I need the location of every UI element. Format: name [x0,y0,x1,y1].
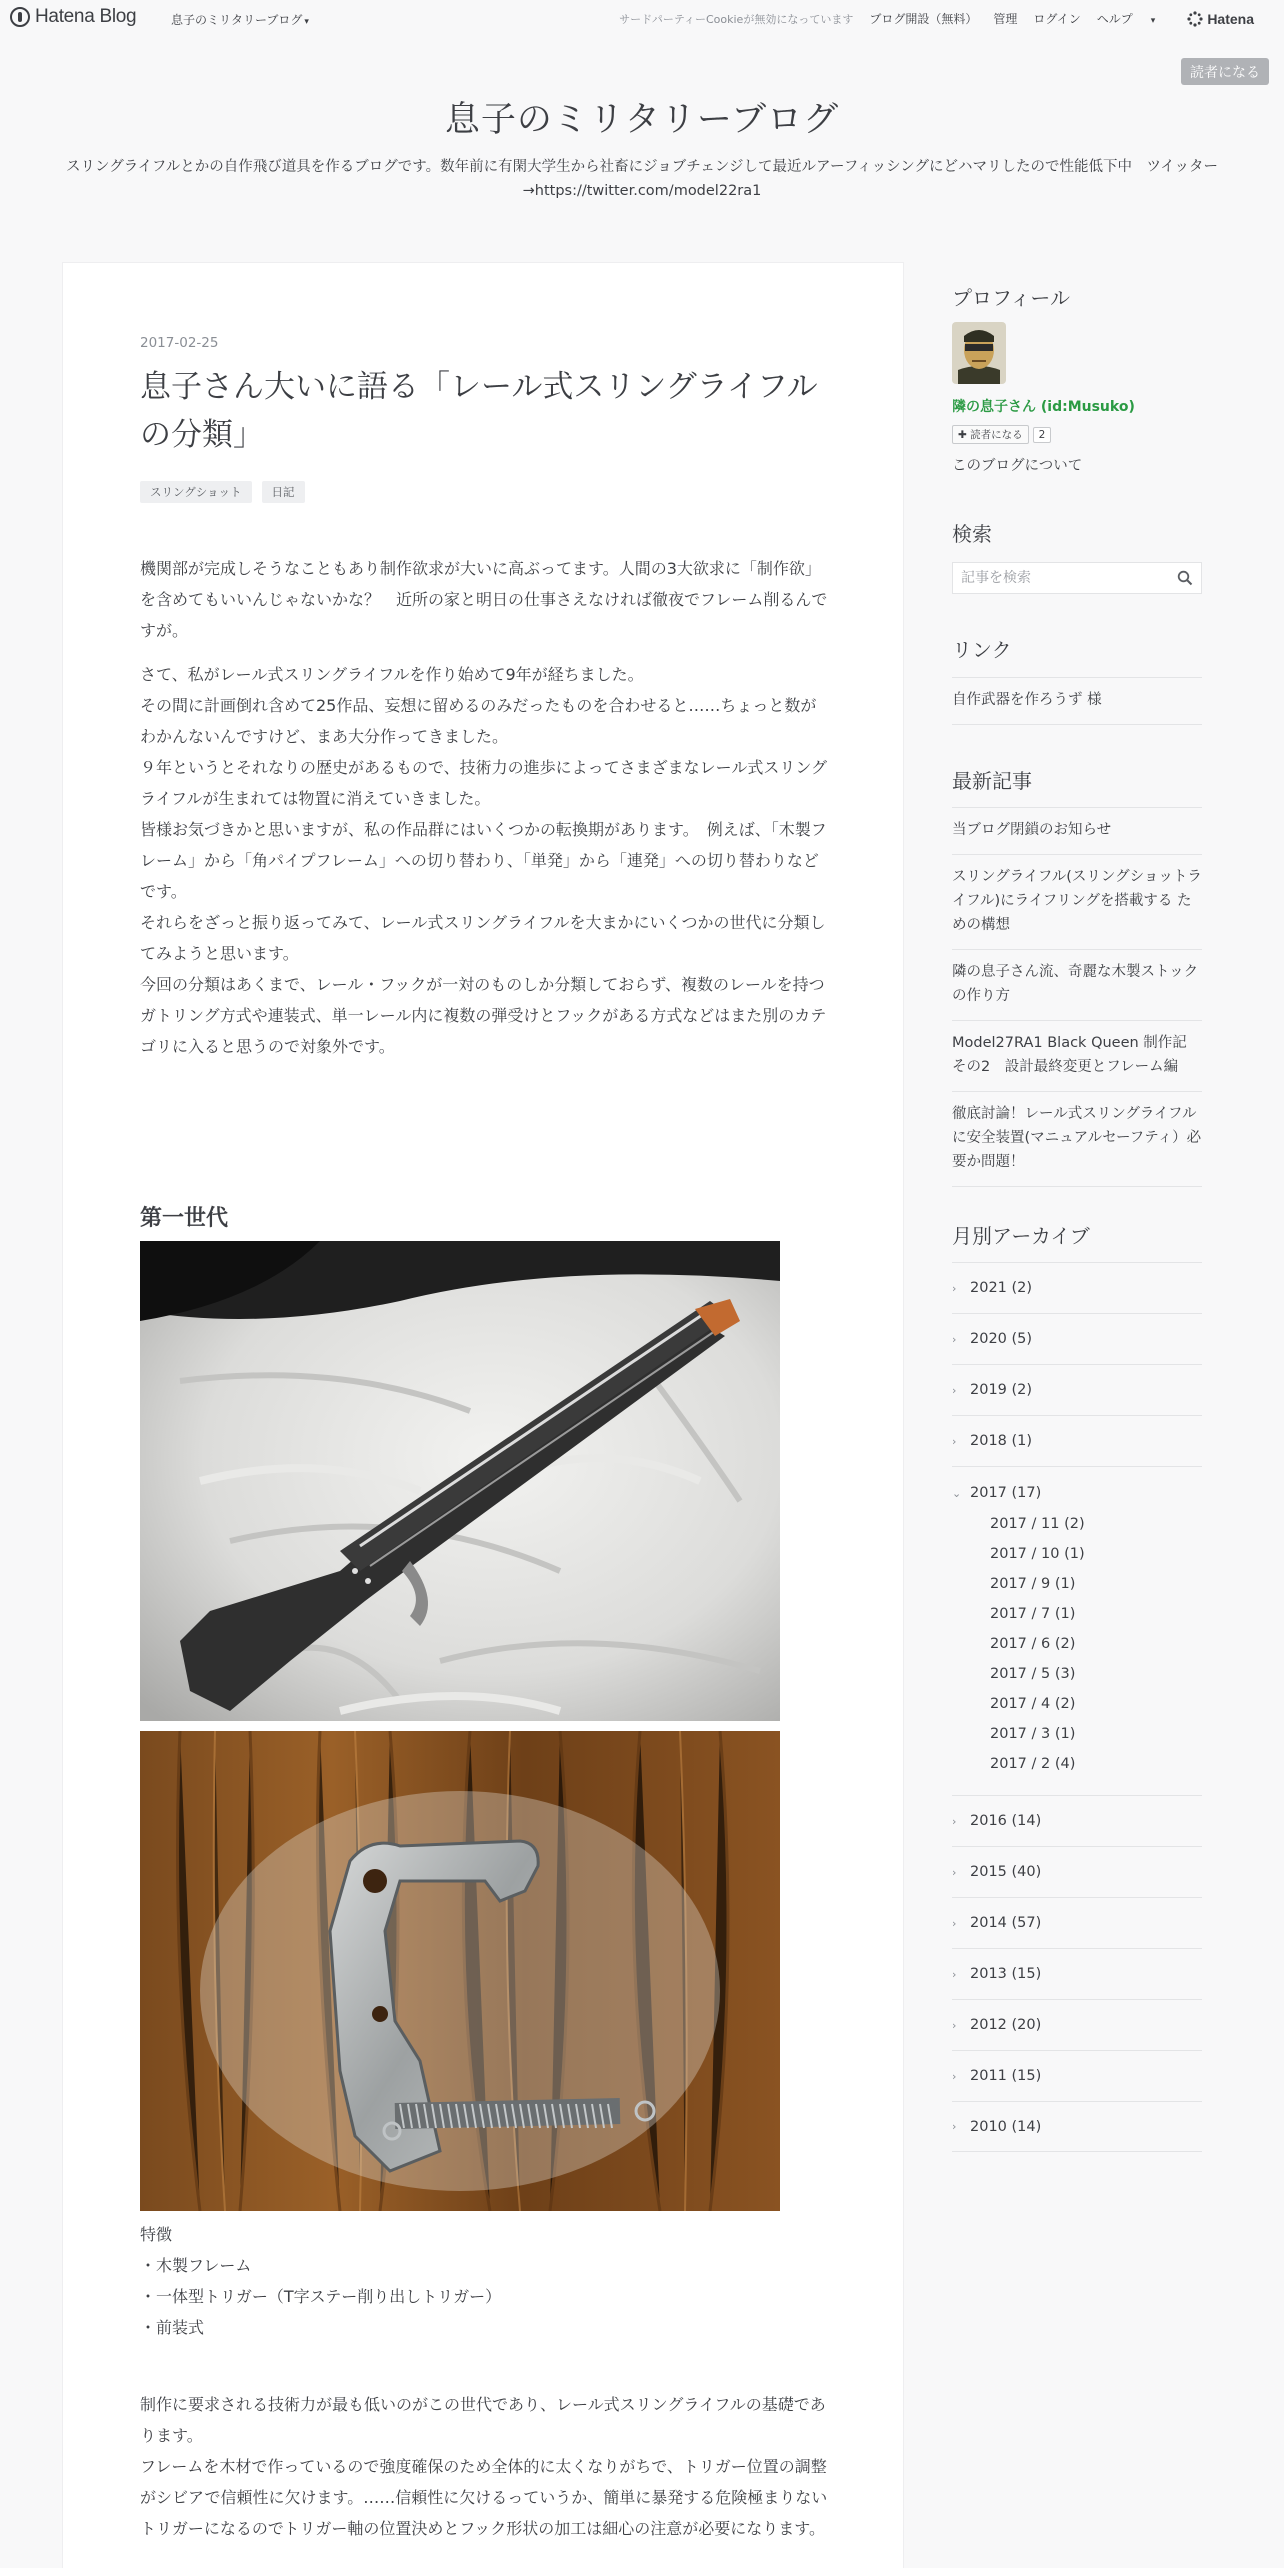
photo-rifle-image [140,1241,780,1721]
cookie-notice[interactable]: サードパーティーCookieが無効になっています [619,12,854,26]
blog-switch-label: 息子のミリタリーブログ [171,13,303,27]
list-item[interactable]: 自作武器を作ろうず 様 [952,677,1202,725]
archive-month-link[interactable]: 2017 / 4 (2) [990,1696,1076,1712]
avatar[interactable] [952,322,1006,384]
search-title: 検索 [952,522,992,546]
archive-month-link[interactable]: 2017 / 10 (1) [990,1546,1085,1562]
archive-year-item[interactable] [952,1364,1202,1415]
start-blog-link[interactable]: ブログ開設（無料） [869,12,978,26]
archive-year-item[interactable] [952,1415,1202,1466]
global-nav [619,10,1284,27]
archive-year-item[interactable] [952,2050,1202,2101]
entry-categories [140,481,315,503]
archive-year-label: 2015 (40) [970,1864,1042,1880]
archive-year-expanded [952,1466,1202,1795]
chevron-right-icon: › [952,1865,957,1879]
archive-year-item[interactable] [952,1313,1202,1364]
links-list [952,677,1202,725]
hatena-brand-label: Hatena [1207,10,1254,27]
search-input[interactable] [953,563,1163,593]
section-heading: 第一世代 [140,1206,229,1231]
chevron-right-icon: › [952,2120,957,2133]
hatena-blog-logo-text: Hatena Blog [35,6,137,27]
chevron-right-icon: › [952,2069,957,2083]
chevron-right-icon: › [952,2018,957,2032]
entry-date[interactable]: 2017-02-25 [140,335,219,351]
entry-paragraph: 皆様お気づきかと思いますが、私の作品群にはいくつかの転換期があります。 例えば、「木製フレーム」から「角パイプフレーム」への切り替わり、「単発」から「連発」への切り替わりなどです。 [140,820,827,901]
archive-year-label: 2014 (57) [970,1915,1042,1931]
archive-year-label: 2020 (5) [970,1331,1033,1347]
plus-icon: ✚ [958,429,971,441]
entry-paragraph: その間に計画倒れ含めて25作品、妄想に留めるのみだったものを合わせると……ちょっと数がわかんないんですけど、まあ大分作ってきました。 [140,696,817,746]
login-link[interactable]: ログイン [1033,12,1081,26]
archive-month-link[interactable]: 2017 / 7 (1) [990,1606,1076,1622]
entry-body-block [140,659,830,1062]
chevron-right-icon: › [952,1281,957,1295]
chevron-right-icon: › [952,1383,957,1397]
entry-paragraph: 制作に要求される技術力が最も低いのがこの世代であり、レール式スリングライフルの基礎であります。 [140,2395,826,2445]
recent-entry-link[interactable]: 当ブログ閉鎖のお知らせ [952,807,1202,854]
reader-mini [952,425,1051,444]
archive-month-link[interactable]: 2017 / 5 (3) [990,1666,1076,1682]
about-blog-link[interactable]: このブログについて [952,458,1083,474]
recent-entry-link[interactable]: 徹底討論！レール式スリングライフルに安全装置(マニュアルセーフティ）必要か問題！ [952,1091,1202,1187]
caret-down-icon: ▾ [304,17,309,27]
help-label: ヘルプ [1096,12,1133,26]
archive-year-item[interactable] [952,2101,1202,2152]
links-title: リンク [952,638,1012,662]
entry-paragraph: フレームを木材で作っているので強度確保のため全体的に太くなりがちで、トリガー位置の調整がシビアで信頼性に欠けます。……信頼性に欠けるっていうか、簡単に暴発する危険極まりないトリガーになるのでトリガー軸の位置決めとフック形状の加工は細心の注意が必要になります。 [140,2457,828,2538]
archive-month-link[interactable]: 2017 / 3 (1) [990,1726,1076,1742]
archive-year-item[interactable] [952,1948,1202,1999]
entry-intro: 機関部が完成しそうなこともあり制作欲求が大いに高ぶってます。人間の3大欲求に「制作欲」を含めてもいいんじゃないかな？ 近所の家と明日の仕事さえなければ徹夜でフレーム削るんですが。 [140,559,828,640]
archive-year-label: 2010 (14) [970,2118,1042,2135]
feature-item: ・木製フレーム [140,2256,252,2275]
chevron-right-icon: › [952,1434,957,1448]
chevron-right-icon: › [952,1916,957,1930]
category-tag[interactable]: 日記 [262,481,305,503]
archive-year-item[interactable] [952,1897,1202,1948]
archive-year-item[interactable] [952,1795,1202,1846]
archive-month-link[interactable]: 2017 / 9 (1) [990,1576,1076,1592]
photo-trigger-on-wood[interactable] [140,1731,780,2211]
subscribe-mini-button[interactable] [952,425,1029,444]
avatar-image [952,322,1006,384]
hatena-dots-icon [1187,11,1203,27]
blog-description: スリングライフルとかの自作飛び道具を作るブログです。数年前に有閑大学生から社畜にジョブチェンジして最近ルアーフィッシングにどハマリしたので性能低下中 ツイッター→https://twitter.com/model22ra1 [65,159,1219,199]
chevron-right-icon: › [952,1332,957,1346]
main-content [62,262,904,2568]
archive-year-label: 2016 (14) [970,1813,1042,1829]
chevron-right-icon: › [952,1814,957,1828]
photo-trigger-image [140,1731,780,2211]
category-tag[interactable]: スリングショット [140,481,252,503]
archive-year-label: 2012 (20) [970,2017,1042,2033]
entry-body-block-2 [140,2389,830,2544]
recent-entry-link[interactable]: スリングライフル(スリングショットライフル)にライフリングを搭載する ための構想 [952,854,1202,949]
archive-month-link[interactable]: 2017 / 2 (4) [990,1756,1076,1772]
global-header [0,0,1284,36]
feature-item: ・前装式 [140,2318,205,2337]
search-box [952,562,1202,594]
archive-year-label: 2011 (15) [970,2068,1042,2084]
search-icon[interactable] [1177,570,1193,586]
hatena-blog-logo-icon [10,7,30,27]
archive-year-item[interactable] [952,1999,1202,2050]
features-title: 特徴 [140,2225,173,2244]
archive-year-label: 2017 (17) [970,1485,1042,1501]
archive-year-label: 2021 (2) [970,1280,1033,1296]
caret-down-icon: ▾ [1150,16,1156,26]
archive-title: 月別アーカイブ [952,1224,1090,1248]
features-block [140,2219,830,2343]
archive-month-link[interactable]: 2017 / 11 (2) [990,1516,1085,1532]
archive-year-item[interactable] [952,1846,1202,1897]
hatena-brand-link[interactable] [1187,11,1270,27]
recent-title: 最新記事 [952,769,1032,793]
subscribe-button[interactable]: 読者になる [1181,58,1269,85]
blog-switch-dropdown[interactable] [171,11,309,28]
blog-title[interactable]: 息子のミリタリーブログ [444,100,840,140]
recent-entry-link[interactable]: 隣の息子さん流、奇麗な木製ストックの作り方 [952,949,1202,1020]
entry-paragraph: ９年というとそれなりの歴史があるもので、技術力の進歩によってさまざまなレール式スリングライフルが生まれては物置に消えていきました。 [140,758,828,808]
reader-count[interactable]: 2 [1033,427,1052,443]
feature-item: ・一体型トリガー（T字ステー削り出しトリガー） [140,2287,502,2306]
help-dropdown[interactable] [1097,10,1172,27]
entry-paragraph: 今回の分類はあくまで、レール・フックが一対のものしか分類しておらず、複数のレールを持つガトリング方式や連装式、単一レール内に複数の弾受けとフックがある方式などはまた別のカテゴリに入ると思うので対象外です。 [140,975,827,1056]
archive-year-label: 2013 (15) [970,1966,1042,1982]
subscribe-mini-label: 読者になる [970,429,1023,441]
archive-year-item[interactable] [952,1262,1202,1313]
entry-paragraph: それらをざっと振り返ってみて、レール式スリングライフルを大まかにいくつかの世代に分類してみようと思います。 [140,913,826,963]
chevron-down-icon: ⌄ [952,1486,962,1500]
archive-month-link[interactable]: 2017 / 6 (2) [990,1636,1076,1652]
archive-year-label: 2018 (1) [970,1433,1033,1449]
chevron-right-icon: › [952,1967,957,1981]
entry-paragraph: さて、私がレール式スリングライフルを作り始めて9年が経ちました。 [140,665,644,684]
archive-year-label: 2019 (2) [970,1382,1033,1398]
recent-list [952,807,1202,1187]
archive-year-toggle[interactable] [952,1485,1202,1501]
admin-link[interactable]: 管理 [993,12,1018,26]
archive-list [952,1262,1202,2152]
hatena-blog-logo[interactable] [10,6,136,28]
photo-rifle-on-cloth[interactable] [140,1241,780,1721]
profile-title: プロフィール [952,286,1070,310]
recent-entry-link[interactable]: Model27RA1 Black Queen 制作記 その2 設計最終変更とフレーム編 [952,1020,1202,1091]
entry-title[interactable]: 息子さん大いに語る「レール式スリングライフルの分類」 [140,369,818,453]
profile-name-link[interactable]: 隣の息子さん (id:Musuko) [952,399,1135,415]
